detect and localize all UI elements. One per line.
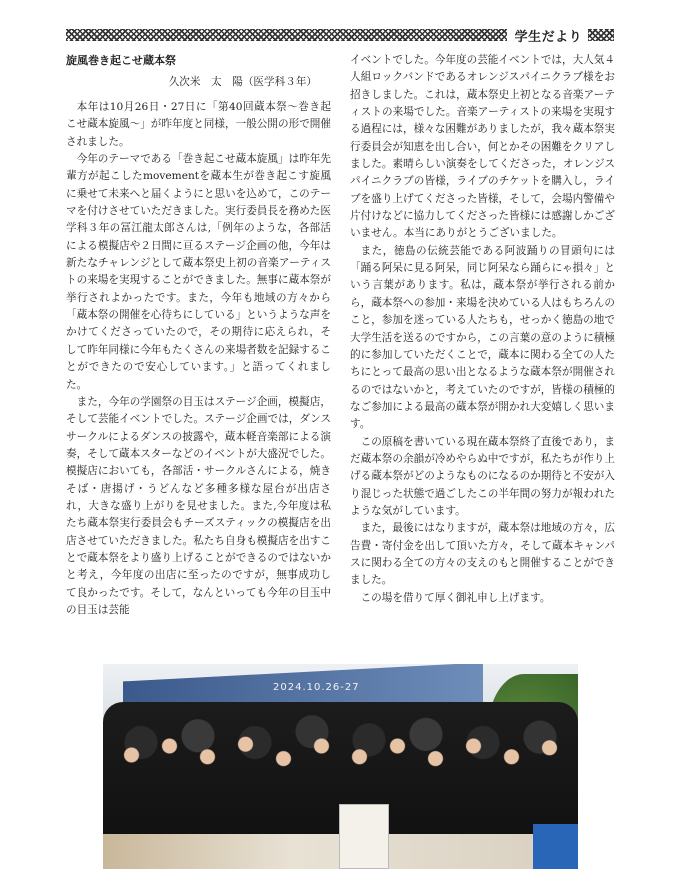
paragraph: この原稿を書いている現在蔵本祭終了直後であり，まだ蔵本祭の余韻が冷めやらぬ中ですが，私たちが作り上げる蔵本祭がどのようなものになるのか期待と不安が入り混じった状態で過ごしたこの半年間の努力が報われたような気がしています。 xyxy=(350,435,615,517)
photo-sign xyxy=(339,804,389,869)
article-author: 久次米 太 陽（医学科３年） xyxy=(168,76,317,88)
photo-banner-text: 2024.10.26-27 xyxy=(273,682,360,693)
paragraph: イベントでした。今年度の芸能イベントでは，大人気４人組ロックバンドであるオレンジスパイニクラブ様をお招きしました。これは，蔵本祭史上初となる音楽アーティストの来場でした。音楽アーティストの来場を実現する過程には，様々な困難がありましたが，我々蔵本祭実行委員会が知恵を出し合い，何とかその困難をクリアしました。素晴らしい演奏をしてくださった，オレンジスパイニクラブの皆様，ライブのチケットを購入し，ライブを盛り上げてくださった皆様，そして，会場内警備や片付けなどに協力してくださった皆様には感謝しかございません。本当にありがとうございました。 xyxy=(350,54,615,240)
header-pattern-left xyxy=(66,29,507,41)
section-label: 学生だより xyxy=(514,29,583,45)
group-photo xyxy=(103,664,578,869)
photo-sign-blue xyxy=(533,824,578,869)
article-column-right xyxy=(350,52,615,607)
article-title: 旋風巻き起こせ蔵本祭 xyxy=(66,54,176,67)
paragraph: また，最後にはなりますが，蔵本祭は地域の方々，広告費・寄付金を出して頂いた方々，そして蔵本キャンパスに関わる全ての方々の支えのもと開催することができました。 xyxy=(350,522,615,587)
photo-faces xyxy=(103,719,578,809)
paragraph: また，今年の学園祭の目玉はステージ企画，模擬店，そして芸能イベントでした。ステージ企画では，ダンスサークルによるダンスの披露や，蔵本軽音楽部による演奏，そして蔵本スターなどのイベントが大盛況でした。模擬店においても，各部活・サークルさんによる，焼きそば・唐揚げ・うどんなど多種多様な屋台が出店され，大きな盛り上がりを見せました。また,今年度は私たち蔵本祭実行委員会もチーズスティックの模擬店を出店させていただきました。私たち自身も模擬店を出すことで蔵本祭をより盛り上げることができるのではないかと考え，今年度の出店に至ったのですが，無事成功して良かったです。そして，なんといっても今年の目玉中の目玉は芸能 xyxy=(66,395,331,616)
paragraph: 今年のテーマである「巻き起こせ蔵本旋風」は昨年先輩方が起こしたmovementを蔵本生が巻き起こす旋風に乗せて未来へと届くようにと思いを込めて，このテーマを付けさせていただきました。実行委員長を務めた医学科３年の冨江龍太郎さんは,「例年のような，各部活による模擬店や２日間に亘るステージ企画の他，今年は新たなチャレンジとして蔵本祭史上初の音楽アーティストの来場を実現することができました。無事に蔵本祭が挙行されよかったです。また，今年も地域の方々から「蔵本祭の開催を心待ちにしている」というような声をかけてくださっていたので，その期待に応えられ，そして昨年同様に今年もたくさんの来場者数を記録することができたので安心しています。」と語ってくれました。 xyxy=(66,153,331,391)
paragraph: 本年は10月26日・27日に「第40回蔵本祭〜巻き起こせ蔵本旋風〜」が昨年度と同様，一般公開の形で開催されました。 xyxy=(66,101,331,148)
paragraph: この場を借りて厚く御礼申し上げます。 xyxy=(360,591,551,604)
paragraph: また，徳島の伝統芸能である阿波踊りの冒頭句には「踊る阿呆に見る阿呆，同じ阿呆なら踊らにゃ損々」という言葉があります。私は，蔵本祭が挙行される前から，蔵本祭への参加・来場を決めている人はもちろんのこと，参加を迷っている人たちも，せっかく徳島の地で大学生活を送るのですから，この言葉の意のように積極的に参加していただくことで，蔵本に関わる全ての人たちにとって最高の思い出となるような蔵本祭が開催されるのではないかと，考えていたのですが，皆様の積極的なご参加による最高の蔵本祭が開かれ大変嬉しく思います。 xyxy=(350,244,615,431)
article-column-left xyxy=(66,52,331,619)
section-header xyxy=(66,26,614,44)
header-pattern-right xyxy=(588,29,614,41)
